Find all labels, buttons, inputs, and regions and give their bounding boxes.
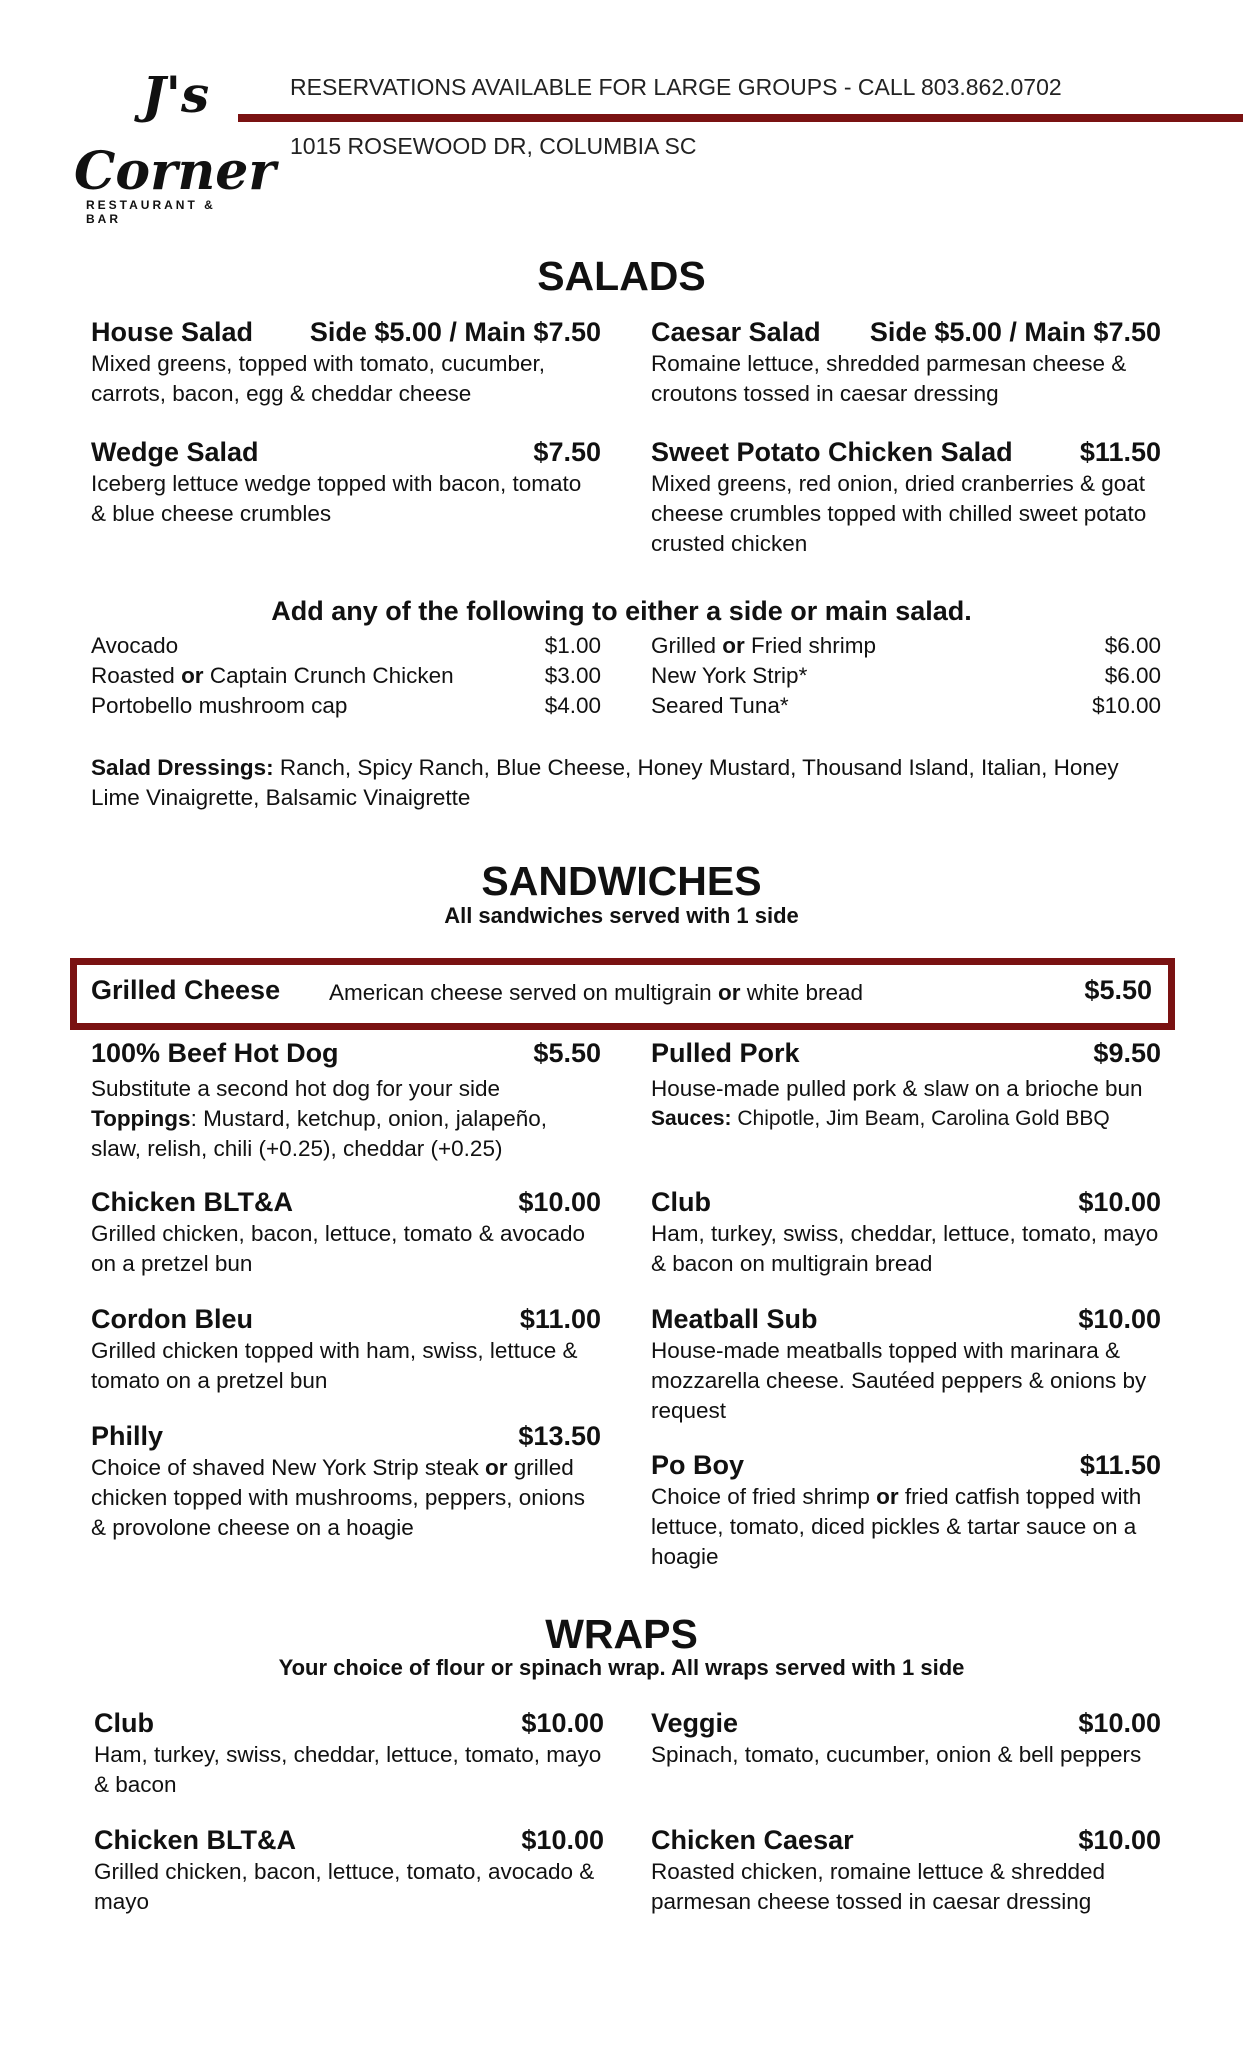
sandwich-po-boy <box>651 1448 1161 1572</box>
logo-line2: Corner <box>74 141 276 202</box>
item-price: $11.50 <box>1079 1450 1161 1480</box>
item-price: $7.50 <box>533 437 601 467</box>
sandwich-hotdog <box>91 1036 601 1164</box>
addons-left <box>91 631 601 721</box>
addon-price: $3.00 <box>544 663 601 688</box>
addon-row: Seared Tuna* $10.00 <box>651 691 1161 721</box>
wrap-chicken-blta <box>94 1823 604 1917</box>
wrap-veggie <box>651 1706 1161 1770</box>
wrap-chicken-caesar <box>651 1823 1161 1917</box>
item-name: Wedge Salad <box>91 437 259 467</box>
item-name: Grilled Cheese <box>91 975 281 1005</box>
salad-caesar <box>651 315 1161 409</box>
dressings-list: Ranch, Spicy Ranch, Blue Cheese, Honey Mustard, Thousand Island, Italian, Honey Lime Vinaigrette, Balsamic Vinaigrette <box>91 755 1119 810</box>
item-desc: Mixed greens, topped with tomato, cucumber, carrots, bacon, egg & cheddar cheese <box>91 351 545 406</box>
address-text: 1015 ROSEWOOD DR, COLUMBIA SC <box>290 133 697 159</box>
item-price: Side $5.00 / Main $7.50 <box>309 317 601 347</box>
item-name: Veggie <box>651 1708 739 1738</box>
sandwiches-subtitle: All sandwiches served with 1 side <box>444 903 799 928</box>
item-desc: Choice of fried shrimp or fried catfish topped with lettuce, tomato, diced pickles & tartar sauce on a hoagie <box>651 1484 1142 1569</box>
item-name: Po Boy <box>651 1450 745 1480</box>
item-price: $11.50 <box>1079 437 1161 467</box>
item-name: Chicken BLT&A <box>94 1825 297 1855</box>
item-desc: Substitute a second hot dog for your side <box>91 1076 501 1101</box>
item-price: $11.00 <box>519 1304 601 1334</box>
item-desc: House-made pulled pork & slaw on a brioche bun <box>651 1076 1143 1101</box>
featured-grilled-cheese <box>70 958 1175 1030</box>
item-desc: Ham, turkey, swiss, cheddar, lettuce, tomato, mayo & bacon on multigrain bread <box>651 1221 1159 1276</box>
addon-price: $6.00 <box>1104 663 1161 688</box>
item-price: $10.00 <box>518 1187 601 1217</box>
sandwich-cordon-bleu <box>91 1302 601 1396</box>
sauces: Sauces: Chipotle, Jim Beam, Carolina Gold BBQ <box>651 1107 1110 1130</box>
addon-row: Avocado $1.00 <box>91 631 601 661</box>
addons-right <box>651 631 1161 721</box>
addons-title: Add any of the following to either a side or main salad. <box>271 596 972 626</box>
item-price: $10.00 <box>1078 1304 1161 1334</box>
item-desc: House-made meatballs topped with marinara & mozzarella cheese. Sautéed peppers & onions by request <box>651 1338 1147 1423</box>
sandwiches-title: SANDWICHES <box>481 858 762 904</box>
item-price: $10.00 <box>521 1708 604 1738</box>
addon-price: $10.00 <box>1092 693 1161 718</box>
salad-dressings <box>91 753 1171 813</box>
item-price: $5.50 <box>1084 975 1152 1005</box>
logo <box>72 65 276 226</box>
item-price: $10.00 <box>1078 1187 1161 1217</box>
item-desc: American cheese served on multigrain or white bread <box>329 980 864 1005</box>
dressings-label: Salad Dressings: <box>91 755 274 780</box>
addon-row: Grilled or Fried shrimp $6.00 <box>651 631 1161 661</box>
item-desc: Romaine lettuce, shredded parmesan cheese & croutons tossed in caesar dressing <box>651 351 1127 406</box>
salad-sweet-potato <box>651 435 1161 559</box>
item-desc: Roasted chicken, romaine lettuce & shredded parmesan cheese tossed in caesar dressing <box>651 1859 1106 1914</box>
item-name: Cordon Bleu <box>91 1304 253 1334</box>
sandwich-pulled-pork <box>651 1036 1161 1134</box>
sandwich-meatball-sub <box>651 1302 1161 1426</box>
item-price: Side $5.00 / Main $7.50 <box>869 317 1161 347</box>
item-price: $9.50 <box>1093 1038 1161 1068</box>
item-name: Philly <box>91 1421 164 1451</box>
item-desc: Choice of shaved New York Strip steak or grilled chicken topped with mushrooms, peppers, onions & provolone cheese on a hoagie <box>91 1455 586 1540</box>
item-name: Caesar Salad <box>651 317 821 347</box>
item-desc: Spinach, tomato, cucumber, onion & bell peppers <box>651 1742 1142 1767</box>
addon-price: $6.00 <box>1104 633 1161 658</box>
addon-price: $4.00 <box>544 693 601 718</box>
wrap-club <box>94 1706 604 1800</box>
item-price: $10.00 <box>1078 1825 1161 1855</box>
item-desc: Ham, turkey, swiss, cheddar, lettuce, tomato, mayo & bacon <box>94 1742 602 1797</box>
item-price: $10.00 <box>521 1825 604 1855</box>
salads-title: SALADS <box>537 253 706 299</box>
addon-row: Portobello mushroom cap $4.00 <box>91 691 601 721</box>
sandwich-club <box>651 1185 1161 1279</box>
addon-row: New York Strip* $6.00 <box>651 661 1161 691</box>
item-desc: Grilled chicken topped with ham, swiss, lettuce & tomato on a pretzel bun <box>91 1338 578 1393</box>
item-price: $5.50 <box>533 1038 601 1068</box>
wraps-title: WRAPS <box>545 1611 698 1657</box>
item-name: Chicken Caesar <box>651 1825 854 1855</box>
sandwich-chicken-blta <box>91 1185 601 1279</box>
logo-line1: J's <box>142 65 210 124</box>
header-rule <box>238 114 1243 122</box>
item-price: $13.50 <box>518 1421 601 1451</box>
wraps-subtitle: Your choice of flour or spinach wrap. All wraps served with 1 side <box>278 1655 965 1680</box>
item-desc: Iceberg lettuce wedge topped with bacon, tomato & blue cheese crumbles <box>91 471 582 526</box>
item-name: Club <box>94 1708 154 1738</box>
salad-wedge <box>91 435 601 529</box>
sandwich-philly <box>91 1419 601 1543</box>
item-name: Sweet Potato Chicken Salad <box>651 437 1013 467</box>
toppings: Toppings: Mustard, ketchup, onion, jalapeño, slaw, relish, chili (+0.25), cheddar (+0.25) <box>91 1106 548 1161</box>
item-desc: Grilled chicken, bacon, lettuce, tomato, avocado & mayo <box>94 1859 595 1914</box>
addon-row: Roasted or Captain Crunch Chicken $3.00 <box>91 661 601 691</box>
item-name: Pulled Pork <box>651 1038 800 1068</box>
item-name: Meatball Sub <box>651 1304 818 1334</box>
salad-house <box>91 315 601 409</box>
item-name: Club <box>651 1187 711 1217</box>
item-desc: Grilled chicken, bacon, lettuce, tomato & avocado on a pretzel bun <box>91 1221 586 1276</box>
addon-price: $1.00 <box>544 633 601 658</box>
item-name: House Salad <box>91 317 254 347</box>
reservations-text: RESERVATIONS AVAILABLE FOR LARGE GROUPS - CALL 803.862.0702 <box>290 74 1062 100</box>
item-name: 100% Beef Hot Dog <box>91 1038 339 1068</box>
item-desc: Mixed greens, red onion, dried cranberries & goat cheese crumbles topped with chilled sweet potato crusted chicken <box>651 471 1147 556</box>
item-name: Chicken BLT&A <box>91 1187 294 1217</box>
item-price: $10.00 <box>1078 1708 1161 1738</box>
logo-tagline: RESTAURANT & BAR <box>86 198 216 226</box>
